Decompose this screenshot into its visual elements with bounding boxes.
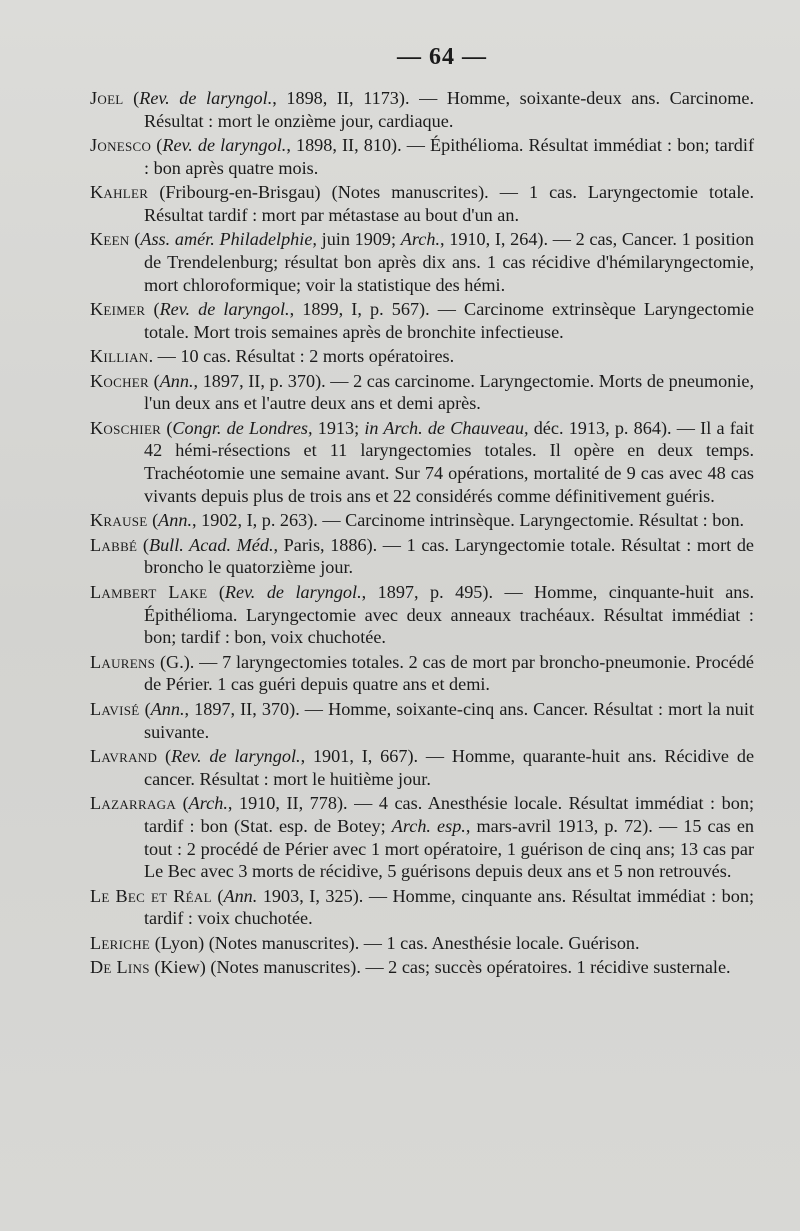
author-name: Labbé (90, 534, 138, 555)
entry-text: ( (161, 417, 173, 438)
bibliography-entry (90, 651, 754, 697)
bibliography-entry (90, 370, 754, 416)
entry-text: , 1897, II, 370). — Homme, soixante-cinq ans. Cancer. Résultat : mort la nuit suivante. (144, 698, 754, 742)
bibliography-entry (90, 792, 754, 883)
bibliography-entry (90, 956, 754, 979)
entry-text: ( (151, 135, 163, 156)
source-title: Bull. Acad. Méd. (148, 534, 274, 555)
author-name: De Lins (90, 956, 150, 977)
source-title: Arch. (188, 792, 228, 813)
entry-text: ( (207, 581, 225, 602)
author-name: Keen (90, 229, 130, 250)
source-title: Ass. amér. Philadelphie, (140, 229, 317, 250)
source-title: Ann. (223, 885, 258, 906)
author-name: Killian (90, 346, 149, 367)
entry-text: ( (139, 698, 151, 719)
entry-text: , 1897, II, p. 370). — 2 cas carcinome. Laryngectomie. Morts de pneumonie, l'un deux ans et l'autre deux ans et demi après. (144, 370, 754, 414)
entry-text: 1903, I, 325). — Homme, cinquante ans. Résultat immédiat : bon; tardif : voix chuchotée. (144, 885, 755, 929)
author-name: Leriche (90, 932, 151, 953)
entry-text: , Paris, 1886). — 1 cas. Laryngectomie totale. Résultat : mort de broncho le quatorzième jour. (144, 534, 754, 578)
bibliography-entry (90, 181, 754, 227)
source-title: Arch. (400, 229, 440, 250)
author-name: Krause (90, 510, 148, 531)
entry-text: juin 1909; (316, 229, 401, 250)
bibliography-list (90, 87, 754, 979)
bibliography-entry (90, 417, 754, 508)
author-name: Kocher (90, 370, 149, 391)
bibliography-entry (90, 698, 754, 744)
entry-text: (Kiew) (Notes manuscrites). — 2 cas; succès opératoires. 1 récidive susternale. (149, 956, 731, 977)
author-name: Keimer (90, 299, 146, 320)
author-name: Jonesco (90, 135, 152, 156)
source-title: Ann. (159, 370, 194, 391)
entry-text: , 1901, I, 667). — Homme, quarante-huit ans. Récidive de cancer. Résultat : mort le huitième jour. (144, 745, 755, 789)
entry-text: , 1898, II, 1173). — Homme, soixante-deux ans. Carcinome. Résultat : mort le onzième jour, cardiaque. (144, 88, 755, 131)
bibliography-entry (90, 885, 754, 931)
source-title: Rev. de laryngol. (224, 581, 362, 602)
bibliography-entry (90, 509, 754, 532)
entry-text: ( (147, 510, 159, 531)
source-title: Congr. de Londres, (172, 417, 313, 438)
entry-text: (Lyon) (Notes manuscrites). — 1 cas. Anesthésie locale. Guérison. (150, 932, 640, 953)
entry-text: , 1898, II, 810). — Épithélioma. Résultat immédiat : bon; tardif : bon après quatre mois. (144, 135, 755, 178)
author-name: Kahler (90, 182, 149, 203)
entry-text: 1913; (312, 417, 365, 438)
source-title: Ann. (158, 510, 193, 531)
author-name: Lavrand (90, 745, 158, 766)
entry-text: , 1902, I, p. 263). — Carcinome intrinsèque. Laryngectomie. Résultat : bon. (192, 510, 745, 531)
entry-text: ( (157, 745, 172, 766)
entry-text: , mars-avril 1913, p. 72). — 15 cas en tout : 2 procédé de Périer avec 1 mort opératoire, 1 guérison de cinq ans; 13 cas par Le Bec avec 3 morts de récidive, 5 guérisons depuis deux ans et 5 non retrouvés. (144, 815, 754, 882)
bibliography-entry (90, 581, 754, 649)
author-name: Le Bec et Réal (90, 885, 212, 906)
source-title: Rev. de laryngol. (162, 135, 287, 156)
entry-text: ( (211, 885, 224, 906)
source-title: Rev. de laryngol. (171, 745, 301, 766)
page-number: — 64 — (397, 44, 487, 70)
author-name: Lambert Lake (90, 581, 208, 602)
entry-text: , 1897, p. 495). — Homme, cinquante-huit ans. Épithélioma. Laryngectomie avec deux anneaux trachéaux. Résultat immédiat : bon; tardif : bon, voix chuchotée. (144, 581, 754, 648)
bibliography-entry (90, 745, 754, 791)
bibliography-entry (90, 932, 754, 955)
entry-text: ( (145, 299, 160, 320)
entry-text: . — 10 cas. Résultat : 2 morts opératoires. (148, 346, 455, 367)
entry-text: ( (123, 88, 140, 108)
bibliography-entry (90, 87, 754, 133)
bibliography-entry (90, 134, 754, 180)
entry-text: ( (176, 792, 189, 813)
entry-text: ( (129, 229, 141, 250)
entry-text: (G.). — 7 laryngectomies totales. 2 cas de mort par broncho-pneumonie. Procédé de Périer. 1 cas guéri depuis quatre ans et demi. (144, 651, 754, 695)
bibliography-entry (90, 228, 754, 296)
author-name: Koschier (90, 417, 162, 438)
author-name: Joel (90, 88, 124, 108)
entry-text: , 1910, II, 778). — 4 cas. Anesthésie locale. Résultat immédiat : bon; tardif : bon (Stat. esp. de Botey; (144, 792, 754, 836)
entry-text: ( (137, 534, 149, 555)
entry-text: (Fribourg-en-Brisgau) (Notes manuscrites). — 1 cas. Laryngectomie totale. Résultat tardif : mort par métastase au bout d'un an. (144, 182, 754, 225)
entry-text: , 1910, I, 264). — 2 cas, Cancer. 1 position de Trendelenburg; résultat bon après dix ans. 1 cas récidive d'hémilaryngectomie, mort chloroformique; voir la statistique des hémi. (144, 229, 754, 295)
source-title: Arch. esp. (391, 815, 466, 836)
entry-text: déc. 1913, p. 864). — Il a fait 42 hémi-résections et 11 laryngectomies totales. Il opère en deux temps. Trachéotomie une semaine avant. Sur 74 opérations, mortalité de 9 cas avec 48 cas vivants depuis plus de trois ans et 22 considérés comme définitivement guéris. (144, 417, 754, 507)
bibliography-entry (90, 534, 754, 580)
source-title: Ann. (150, 698, 185, 719)
bibliography-entry (90, 345, 754, 368)
entry-text: , 1899, I, p. 567). — Carcinome extrinsèque Laryngectomie totale. Mort trois semaines après de bronchite infectieuse. (144, 299, 754, 342)
author-name: Lavisé (90, 698, 140, 719)
source-title: Rev. de laryngol. (159, 299, 290, 320)
source-title: in Arch. de Chauveau, (364, 417, 529, 438)
bibliography-entry (90, 298, 754, 344)
author-name: Lazarraga (90, 792, 177, 813)
entry-text: ( (149, 370, 160, 391)
author-name: Laurens (90, 651, 156, 672)
source-title: Rev. de laryngol. (139, 88, 273, 108)
